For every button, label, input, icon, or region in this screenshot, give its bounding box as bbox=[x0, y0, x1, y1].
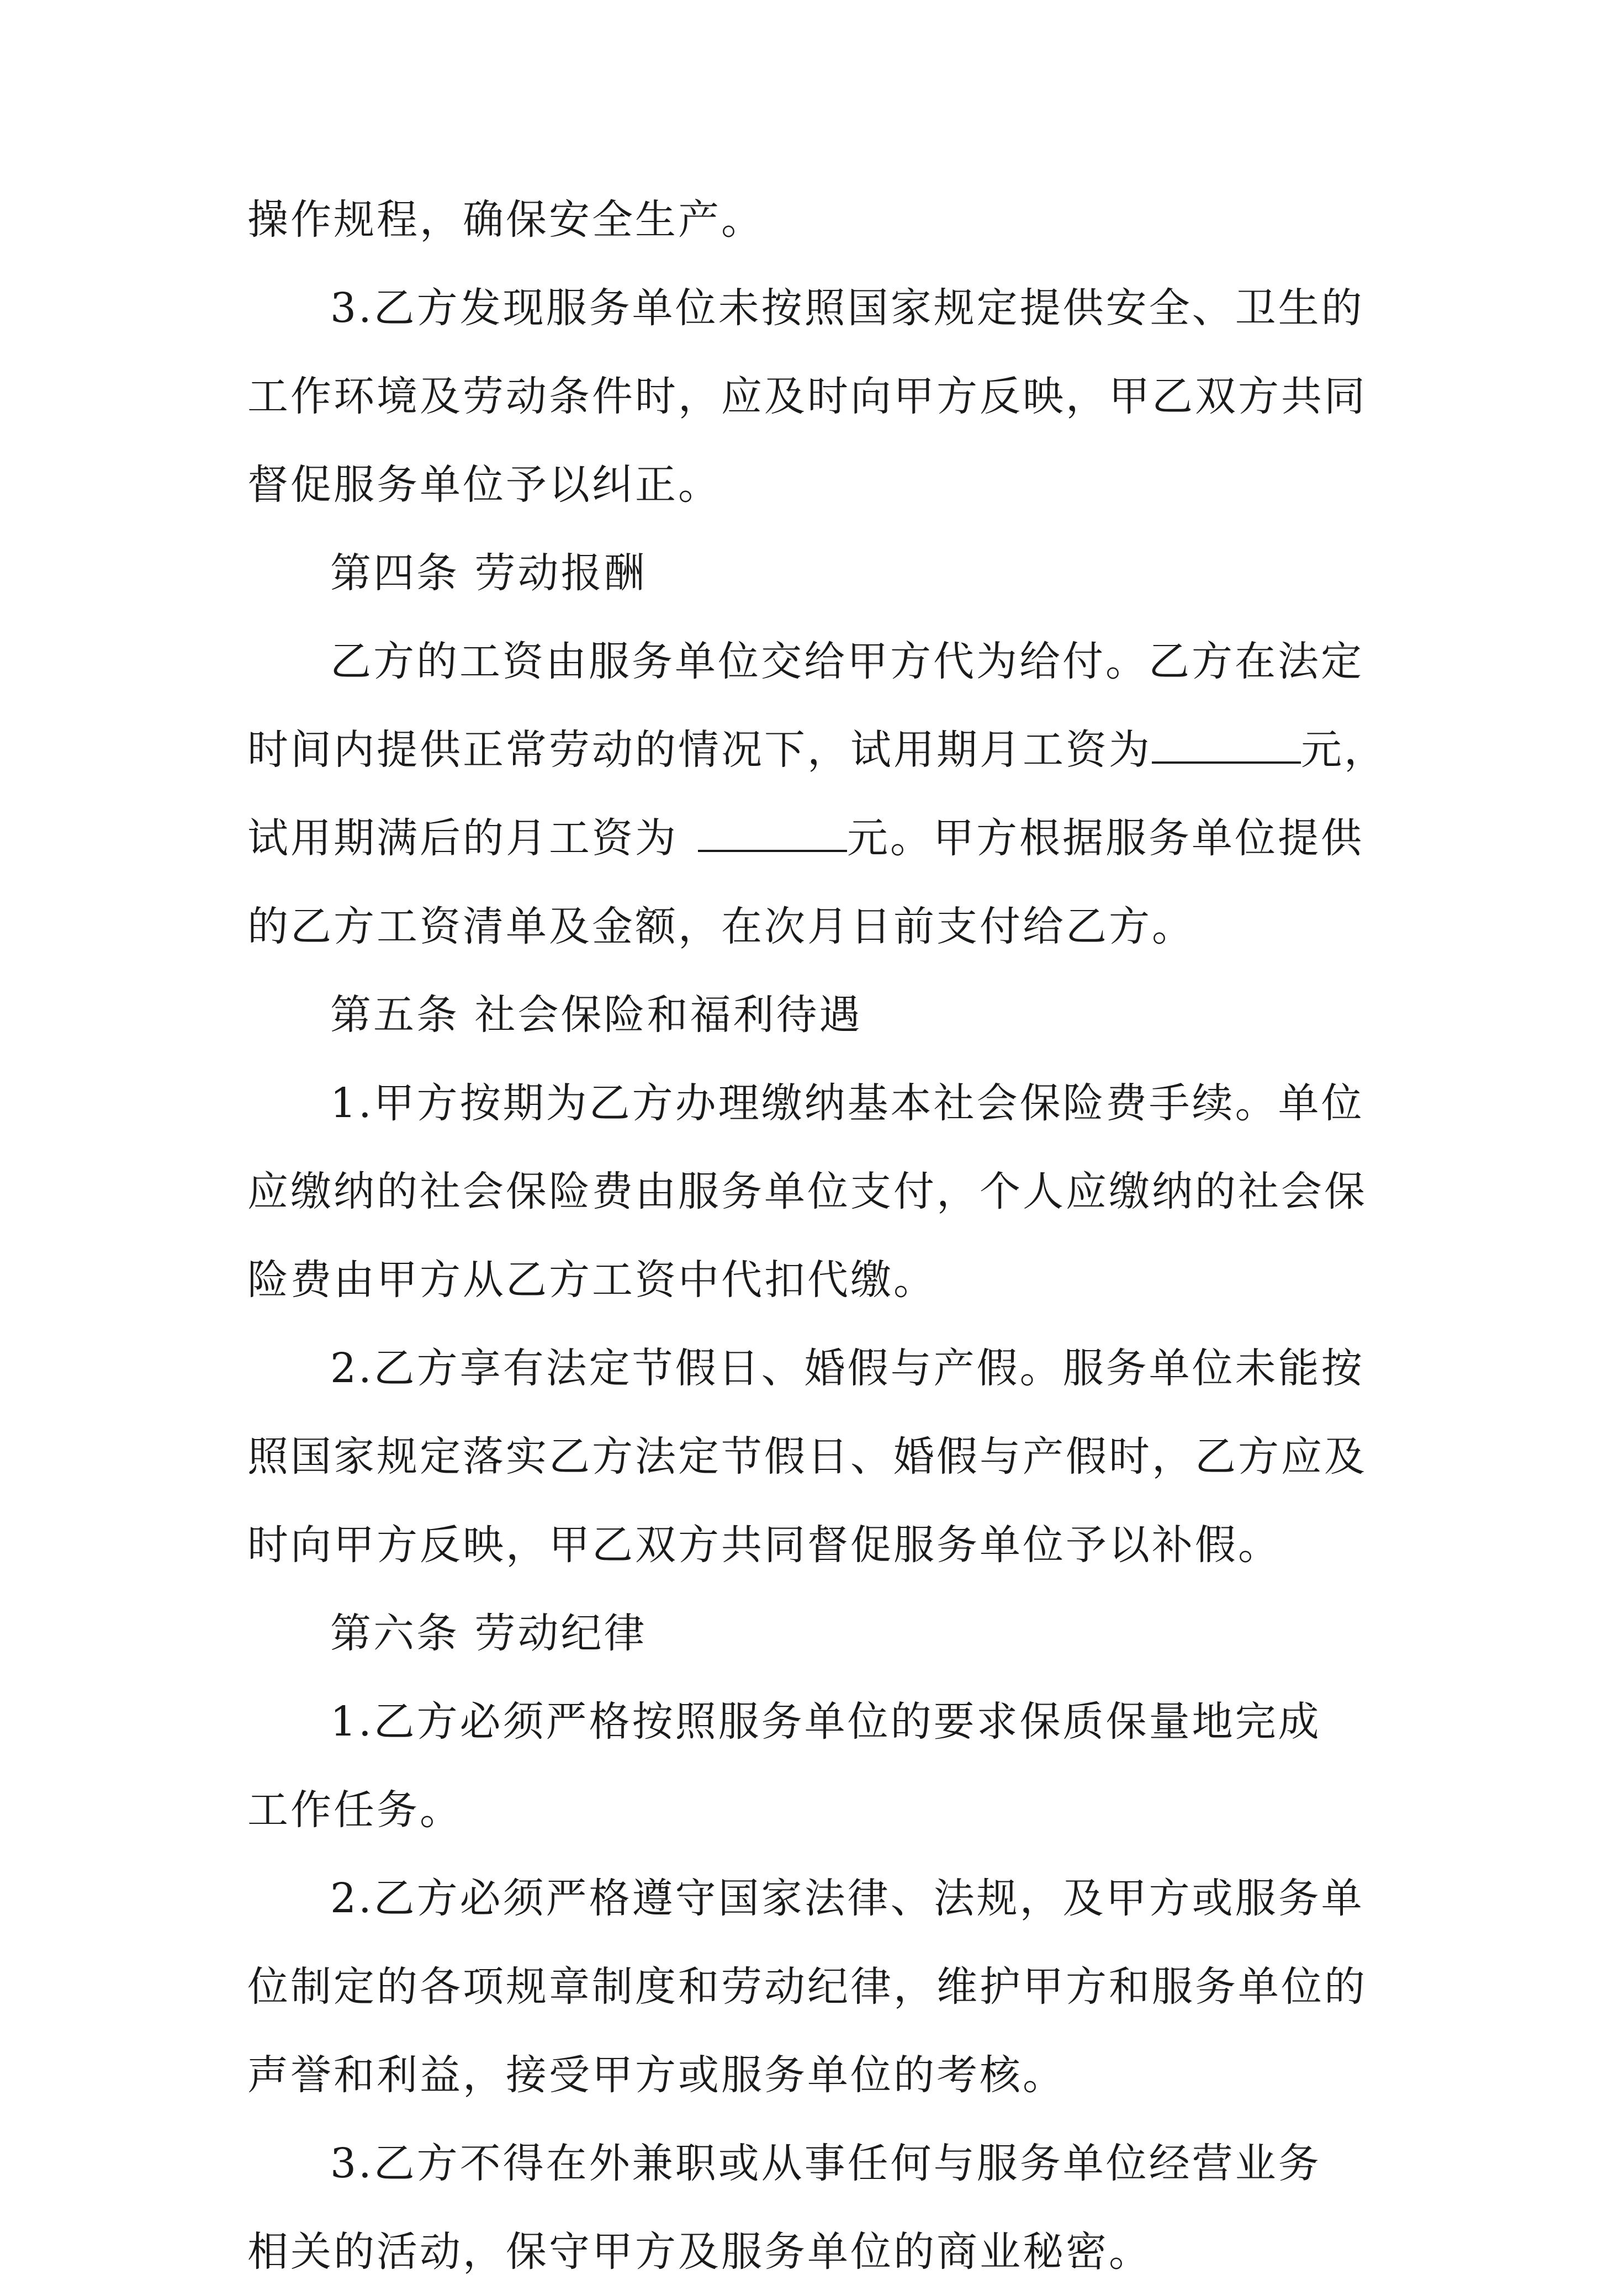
paragraph-line-salary-trial bbox=[247, 706, 1387, 794]
salary-regular-unit: 元。甲方根据服务单位提供 bbox=[847, 814, 1364, 862]
clause-6-3: 3.乙方不得在外兼职或从事任何与服务单位经营业务 bbox=[330, 2140, 1321, 2187]
paragraph-line-salary-regular bbox=[247, 794, 1374, 882]
paragraph-line: 操作规程，确保安全生产。 bbox=[247, 196, 764, 244]
paragraph-line: 险费由甲方从乙方工资中代扣代缴。 bbox=[247, 1256, 936, 1304]
paragraph-line: 的乙方工资清单及金额，在次月日前支付给乙方。 bbox=[247, 903, 1195, 950]
clause-5-2: 2.乙方享有法定节假日、婚假与产假。服务单位未能按 bbox=[330, 1345, 1364, 1392]
salary-trial-unit: 元， bbox=[1301, 726, 1387, 774]
document-page bbox=[247, 176, 1387, 2296]
article-6-heading: 第六条 劳动纪律 bbox=[330, 1610, 647, 1657]
salary-trial-text: 时间内提供正常劳动的情况下，试用期月工资为 bbox=[247, 726, 1152, 774]
article-4-heading: 第四条 劳动报酬 bbox=[330, 549, 647, 597]
paragraph-line: 照国家规定落实乙方法定节假日、婚假与产假时，乙方应及 bbox=[247, 1433, 1367, 1480]
clause-6-1: 1.乙方必须严格按照服务单位的要求保质保量地完成 bbox=[330, 1698, 1321, 1745]
paragraph-line: 乙方的工资由服务单位交给甲方代为给付。乙方在法定 bbox=[330, 638, 1364, 685]
paragraph-line: 声誉和利益，接受甲方或服务单位的考核。 bbox=[247, 2051, 1066, 2099]
salary-regular-text: 试用期满后的月工资为 bbox=[247, 814, 678, 862]
paragraph-line: 时向甲方反映，甲乙双方共同督促服务单位予以补假。 bbox=[247, 1521, 1281, 1569]
paragraph-line: 相关的活动，保守甲方及服务单位的商业秘密。 bbox=[247, 2228, 1152, 2276]
article-5-heading: 第五条 社会保险和福利待遇 bbox=[330, 991, 863, 1039]
paragraph-line: 督促服务单位予以纠正。 bbox=[247, 461, 721, 509]
paragraph-line: 工作任务。 bbox=[247, 1786, 463, 1834]
trial-salary-blank bbox=[1152, 728, 1301, 764]
paragraph-line: 位制定的各项规章制度和劳动纪律，维护甲方和服务单位的 bbox=[247, 1963, 1367, 2011]
clause-3-1: 3.乙方发现服务单位未按照国家规定提供安全、卫生的 bbox=[330, 284, 1364, 332]
clause-5-1: 1.甲方按期为乙方办理缴纳基本社会保险费手续。单位 bbox=[330, 1080, 1364, 1127]
paragraph-line: 工作环境及劳动条件时，应及时向甲方反映，甲乙双方共同 bbox=[247, 373, 1367, 420]
clause-6-2: 2.乙方必须严格遵守国家法律、法规，及甲方或服务单 bbox=[330, 1875, 1364, 1922]
regular-salary-blank bbox=[698, 817, 847, 852]
paragraph-line: 应缴纳的社会保险费由服务单位支付，个人应缴纳的社会保 bbox=[247, 1168, 1367, 1215]
